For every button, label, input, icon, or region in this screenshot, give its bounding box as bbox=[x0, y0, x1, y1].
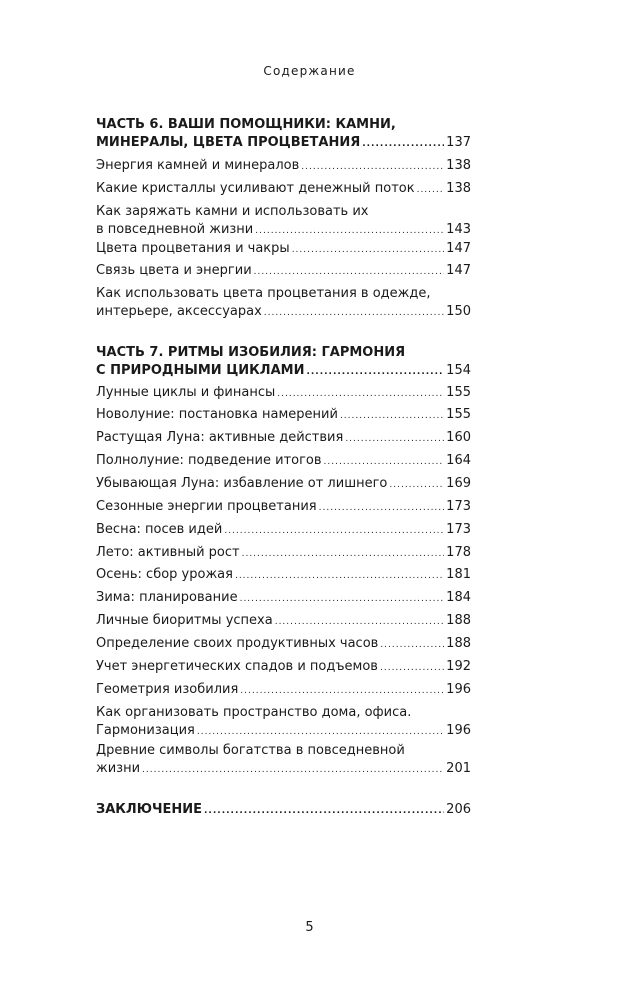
toc-entry-title: Осень: сбор урожая bbox=[96, 567, 233, 582]
toc-item[interactable] bbox=[96, 157, 471, 176]
toc-item[interactable] bbox=[96, 589, 471, 608]
toc-page-number: 155 bbox=[446, 407, 471, 422]
toc-entry-title: Энергия камней и минералов bbox=[96, 158, 300, 173]
toc-conclusion[interactable] bbox=[96, 801, 471, 820]
toc-entry-title: Цвета процветания и чакры bbox=[96, 241, 290, 256]
toc-entry-title: Геометрия изобилия bbox=[96, 682, 239, 697]
toc-entry-title: Определение своих продуктивных часов bbox=[96, 636, 379, 651]
toc-page-number: 147 bbox=[446, 241, 471, 256]
dot-leader bbox=[242, 545, 445, 563]
toc-entry-title: Как организовать пространство дома, офиса. bbox=[96, 705, 412, 720]
toc-entry-title: ЧАСТЬ 6. ВАШИ ПОМОЩНИКИ: КАМНИ, bbox=[96, 117, 396, 132]
toc-entry-title: Лунные циклы и финансы bbox=[96, 385, 276, 400]
toc-item[interactable] bbox=[96, 681, 471, 700]
dot-leader bbox=[197, 723, 444, 741]
toc-page-number: 160 bbox=[446, 430, 471, 445]
toc-entry-title-cont: МИНЕРАЛЫ, ЦВЕТА ПРОЦВЕТАНИЯ bbox=[96, 135, 361, 150]
toc-page-number: 138 bbox=[446, 158, 471, 173]
toc-item[interactable] bbox=[96, 203, 471, 240]
toc-entry-title: ЧАСТЬ 7. РИТМЫ ИЗОБИЛИЯ: ГАРМОНИЯ bbox=[96, 345, 406, 360]
toc-page-number: 150 bbox=[446, 304, 471, 319]
toc-page-number: 169 bbox=[446, 476, 471, 491]
dot-leader bbox=[204, 802, 444, 820]
toc-page-number: 184 bbox=[446, 590, 471, 605]
dot-leader bbox=[306, 363, 444, 381]
dot-leader bbox=[362, 135, 444, 153]
toc-item[interactable] bbox=[96, 498, 471, 517]
toc-item[interactable] bbox=[96, 384, 471, 403]
toc-item[interactable] bbox=[96, 475, 471, 494]
toc-item[interactable] bbox=[96, 566, 471, 585]
toc-entry-title: Как заряжать камни и использовать их bbox=[96, 204, 369, 219]
dot-leader bbox=[277, 385, 444, 403]
toc-entry-title: ЗАКЛЮЧЕНИЕ bbox=[96, 802, 203, 817]
toc-entry-title-cont: в повседневной жизни bbox=[96, 222, 254, 237]
toc-item[interactable] bbox=[96, 544, 471, 563]
toc-page-number: 155 bbox=[446, 385, 471, 400]
toc-page-number: 188 bbox=[446, 613, 471, 628]
toc-page-number: 173 bbox=[446, 499, 471, 514]
toc-entry-title-cont: С ПРИРОДНЫМИ ЦИКЛАМИ bbox=[96, 363, 305, 378]
toc-entry-title: Как использовать цвета процветания в одежде, bbox=[96, 286, 431, 301]
toc-entry-title: Зима: планирование bbox=[96, 590, 238, 605]
dot-leader bbox=[301, 158, 444, 176]
page-number: 5 bbox=[305, 920, 314, 935]
toc-item[interactable] bbox=[96, 452, 471, 471]
toc-page-number: 138 bbox=[446, 181, 471, 196]
toc-entry-title: Новолуние: постановка намерений bbox=[96, 407, 338, 422]
toc-entry-title-cont: жизни bbox=[96, 761, 141, 776]
toc-entry-title-cont: Гармонизация bbox=[96, 723, 195, 738]
dot-leader bbox=[324, 453, 445, 471]
toc-page-number: 143 bbox=[446, 222, 471, 237]
dot-leader bbox=[275, 613, 444, 631]
toc-entry-title: Убывающая Луна: избавление от лишнего bbox=[96, 476, 388, 491]
toc-page-number: 154 bbox=[446, 363, 471, 378]
dot-leader bbox=[380, 636, 444, 654]
toc-page-number: 196 bbox=[446, 682, 471, 697]
dot-leader bbox=[319, 499, 445, 517]
toc-item[interactable] bbox=[96, 521, 471, 540]
dot-leader bbox=[254, 263, 445, 281]
dot-leader bbox=[345, 430, 444, 448]
dot-leader bbox=[142, 761, 444, 779]
dot-leader bbox=[240, 590, 445, 608]
dot-leader bbox=[292, 241, 444, 259]
toc-item[interactable] bbox=[96, 285, 471, 322]
toc-entry-title: Личные биоритмы успеха bbox=[96, 613, 273, 628]
dot-leader bbox=[224, 522, 444, 540]
toc-part-6[interactable] bbox=[96, 116, 471, 153]
toc-entry-title: Связь цвета и энергии bbox=[96, 263, 252, 278]
toc-page-number: 181 bbox=[446, 567, 471, 582]
toc-page-number: 147 bbox=[446, 263, 471, 278]
dot-leader bbox=[235, 567, 444, 585]
toc-item[interactable] bbox=[96, 429, 471, 448]
toc-page-number: 188 bbox=[446, 636, 471, 651]
toc-page-number: 137 bbox=[446, 135, 471, 150]
toc-page-number: 196 bbox=[446, 723, 471, 738]
toc-part-7[interactable] bbox=[96, 344, 471, 381]
toc-entry-title: Полнолуние: подведение итогов bbox=[96, 453, 322, 468]
toc-item[interactable] bbox=[96, 635, 471, 654]
toc-page-number: 173 bbox=[446, 522, 471, 537]
toc-entry-title: Древние символы богатства в повседневной bbox=[96, 743, 405, 758]
toc-item[interactable] bbox=[96, 742, 471, 779]
toc-entry-title: Лето: активный рост bbox=[96, 545, 240, 560]
dot-leader bbox=[380, 659, 444, 677]
toc-page-number: 178 bbox=[446, 545, 471, 560]
toc-item[interactable] bbox=[96, 262, 471, 281]
dot-leader bbox=[255, 222, 444, 240]
dot-leader bbox=[389, 476, 444, 494]
toc-entry-title-cont: интерьере, аксессуарах bbox=[96, 304, 262, 319]
toc-page-number: 206 bbox=[446, 802, 471, 817]
dot-leader bbox=[264, 304, 444, 322]
toc-item[interactable] bbox=[96, 658, 471, 677]
toc-entry-title: Весна: посев идей bbox=[96, 522, 223, 537]
toc-entry-title: Сезонные энергии процветания bbox=[96, 499, 317, 514]
toc-item[interactable] bbox=[96, 240, 471, 259]
toc-page-number: 164 bbox=[446, 453, 471, 468]
toc-item[interactable] bbox=[96, 704, 471, 741]
toc-item[interactable] bbox=[96, 180, 471, 199]
toc-entry-title: Растущая Луна: активные действия bbox=[96, 430, 344, 445]
toc-page-number: 201 bbox=[446, 761, 471, 776]
toc-item[interactable] bbox=[96, 612, 471, 631]
dot-leader bbox=[417, 181, 445, 199]
toc-item[interactable] bbox=[96, 406, 471, 425]
dot-leader bbox=[240, 682, 444, 700]
toc-entry-title: Учет энергетических спадов и подъемов bbox=[96, 659, 378, 674]
dot-leader bbox=[340, 407, 444, 425]
running-head: Содержание bbox=[263, 64, 356, 78]
toc-entry-title: Какие кристаллы усиливают денежный поток bbox=[96, 181, 415, 196]
toc-page-number: 192 bbox=[446, 659, 471, 674]
